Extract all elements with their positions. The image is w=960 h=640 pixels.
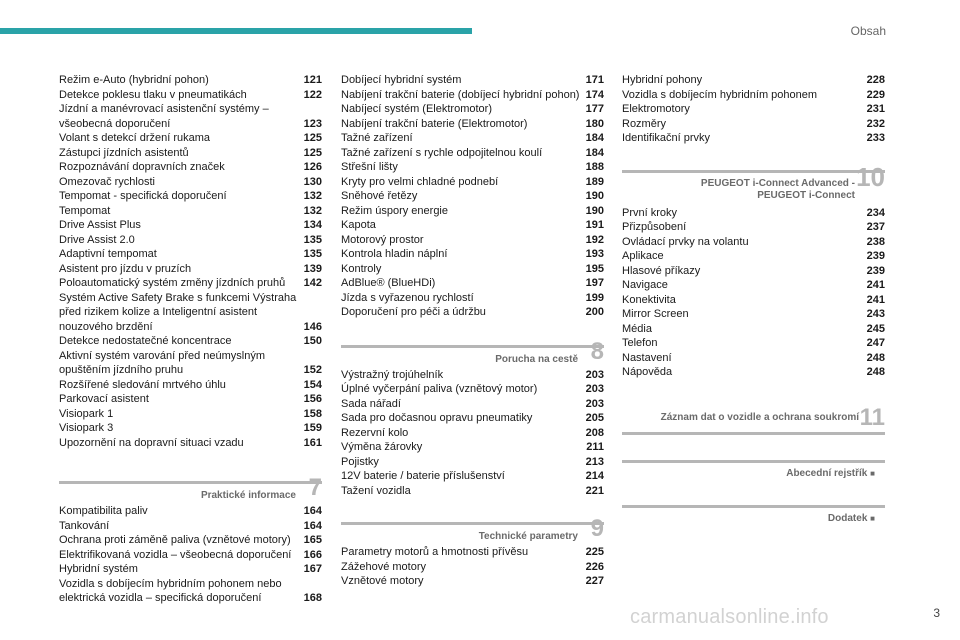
- toc-entry[interactable]: [622, 117, 885, 132]
- toc-entry-title: Visiopark 3: [59, 422, 114, 434]
- toc-entry-title: Nastavení: [622, 351, 672, 364]
- section-number: 7: [308, 474, 322, 501]
- toc-entry-page: 167: [303, 563, 322, 575]
- toc-entry-title: Systém Active Safety Brake s funkcemi Výstraha před rizikem kolize a Inteligentní asistent nouzového brzdění: [59, 291, 297, 333]
- toc-entry[interactable]: [341, 146, 604, 161]
- toc-entry-page: 168: [303, 592, 322, 604]
- toc-entry-title: Parkovací asistent: [59, 393, 149, 405]
- toc-list: [59, 504, 322, 606]
- toc-entry-page: 132: [303, 204, 322, 217]
- toc-entry-title: Elektrifikovaná vozidla – všeobecná doporučení: [59, 548, 292, 561]
- toc-entry-title: Ochrana proti záměně paliva (vznětové motory): [59, 534, 291, 546]
- toc-entry-title: Upozornění na dopravní situaci vzadu: [59, 436, 244, 449]
- toc-entry[interactable]: [59, 577, 322, 606]
- header-accent-bar: [0, 28, 472, 34]
- toc-entry[interactable]: [341, 204, 604, 219]
- page-number: 3: [933, 606, 940, 620]
- toc-entry[interactable]: [341, 382, 604, 397]
- section-heading-11[interactable]: [622, 403, 885, 431]
- toc-column-2: [341, 73, 604, 589]
- toc-list: [622, 206, 885, 380]
- toc-entry-page: 248: [866, 366, 885, 378]
- toc-entry-title: Rezervní kolo: [341, 426, 409, 439]
- toc-entry-title: Vozidla s dobíjecím hybridním pohonem nebo elektrická vozidla – specifická doporučení: [59, 577, 282, 604]
- toc-entry-title: Sněhové řetězy: [341, 190, 418, 202]
- toc-entry-page: 205: [585, 412, 604, 424]
- toc-entry-title: Rozpoznávání dopravních značek: [59, 161, 225, 173]
- toc-entry-title: Zážehové motory: [341, 560, 426, 573]
- toc-entry-page: 166: [303, 548, 322, 561]
- toc-entry[interactable]: [59, 519, 322, 534]
- section-heading-index[interactable]: [622, 460, 885, 480]
- toc-entry-title: Tažné zařízení: [341, 132, 413, 144]
- toc-entry-page: 234: [866, 206, 885, 219]
- toc-entry-title: Média: [622, 322, 652, 335]
- toc-entry[interactable]: [59, 276, 322, 291]
- toc-entry-title: Identifikační prvky: [622, 132, 711, 144]
- toc-entry-page: 184: [585, 132, 604, 144]
- toc-entry-title: Střešní lišty: [341, 161, 398, 173]
- toc-entry-title: Tempomat: [59, 204, 111, 217]
- section-title: Technické parametry: [478, 531, 578, 542]
- toc-entry-page: 142: [303, 277, 322, 289]
- toc-entry-page: 164: [303, 519, 322, 532]
- toc-entry[interactable]: [59, 247, 322, 262]
- toc-entry-page: 121: [303, 74, 322, 86]
- toc-entry[interactable]: [622, 249, 885, 264]
- toc-entry[interactable]: [59, 218, 322, 233]
- toc-entry[interactable]: [341, 411, 604, 426]
- toc-entry[interactable]: [341, 218, 604, 233]
- toc-entry[interactable]: [622, 235, 885, 250]
- toc-entry[interactable]: [622, 220, 885, 235]
- toc-entry-title: Kontroly: [341, 262, 382, 275]
- toc-entry-title: Telefon: [622, 337, 658, 349]
- toc-entry-title: Kapota: [341, 219, 376, 231]
- toc-entry-title: Rozšířené sledování mrtvého úhlu: [59, 378, 226, 391]
- toc-entry-title: Tempomat - specifická doporučení: [59, 190, 227, 202]
- toc-entry[interactable]: [622, 336, 885, 351]
- section-title: Záznam dat o vozidle a ochrana soukromí: [660, 411, 859, 423]
- toc-entry-page: 139: [303, 262, 322, 275]
- toc-entry-page: 193: [585, 248, 604, 260]
- toc-entry[interactable]: [59, 349, 322, 378]
- toc-list: [59, 73, 322, 450]
- toc-entry[interactable]: [622, 73, 885, 88]
- toc-entry-page: 125: [303, 132, 322, 144]
- toc-entry-title: Omezovač rychlosti: [59, 175, 155, 188]
- toc-entry[interactable]: [59, 291, 322, 335]
- watermark-text: carmanualsonline.info: [630, 606, 829, 628]
- toc-entry[interactable]: [622, 293, 885, 308]
- toc-entry[interactable]: [622, 351, 885, 366]
- toc-list: [341, 545, 604, 589]
- toc-entry-page: 214: [585, 470, 604, 482]
- toc-entry[interactable]: [341, 440, 604, 455]
- section-heading-8[interactable]: [341, 337, 604, 366]
- toc-entry[interactable]: [341, 175, 604, 190]
- toc-entry-page: 243: [866, 308, 885, 320]
- square-marker-icon: ■: [870, 468, 875, 478]
- toc-entry-title: Sada pro dočasnou opravu pneumatiky: [341, 412, 533, 424]
- toc-entry[interactable]: [59, 204, 322, 219]
- toc-entry[interactable]: [341, 469, 604, 484]
- toc-entry[interactable]: [59, 334, 322, 349]
- toc-entry[interactable]: [59, 233, 322, 248]
- toc-entry[interactable]: [59, 102, 322, 131]
- toc-entry[interactable]: [341, 160, 604, 175]
- toc-entry-title: Aplikace: [622, 250, 664, 262]
- toc-column-3: [622, 73, 885, 525]
- toc-entry-page: 197: [585, 277, 604, 289]
- appendix-title: Dodatek: [827, 512, 868, 524]
- toc-entry-page: 225: [585, 546, 604, 558]
- toc-entry-page: 199: [585, 291, 604, 304]
- toc-entry-page: 135: [303, 233, 322, 246]
- toc-entry-title: Detekce poklesu tlaku v pneumatikách: [59, 88, 247, 101]
- toc-entry-page: 150: [303, 335, 322, 347]
- section-heading-9[interactable]: [341, 515, 604, 543]
- toc-entry[interactable]: [341, 117, 604, 132]
- toc-entry[interactable]: [59, 392, 322, 407]
- toc-entry[interactable]: [341, 189, 604, 204]
- section-number: 8: [590, 337, 604, 365]
- section-number: 9: [590, 515, 604, 542]
- toc-entry-page: 231: [866, 103, 885, 115]
- toc-entry-page: 245: [866, 322, 885, 335]
- toc-entry-title: Parametry motorů a hmotnosti přívěsu: [341, 546, 529, 558]
- toc-entry-title: Motorový prostor: [341, 233, 424, 246]
- toc-entry-title: Kryty pro velmi chladné podnebí: [341, 175, 499, 188]
- toc-entry-title: Jízda s vyřazenou rychlostí: [341, 291, 474, 304]
- toc-entry-page: 221: [585, 484, 604, 497]
- toc-entry[interactable]: [341, 397, 604, 412]
- section-heading-10[interactable]: [622, 161, 885, 202]
- toc-entry-page: 195: [585, 262, 604, 275]
- toc-entry[interactable]: [341, 262, 604, 277]
- toc-entry-page: 239: [866, 264, 885, 277]
- toc-entry[interactable]: [622, 307, 885, 322]
- toc-entry-title: Drive Assist 2.0: [59, 233, 135, 246]
- toc-entry-page: 125: [303, 146, 322, 159]
- toc-entry-page: 134: [303, 219, 322, 231]
- toc-entry[interactable]: [341, 484, 604, 499]
- toc-entry-title: Detekce nedostatečné koncentrace: [59, 335, 232, 347]
- toc-entry-page: 161: [303, 436, 322, 449]
- toc-entry-title: Nápověda: [622, 366, 673, 378]
- toc-entry-title: Jízdní a manévrovací asistenční systémy – všeobecná doporučení: [59, 103, 269, 130]
- toc-entry-page: 241: [866, 293, 885, 306]
- toc-entry[interactable]: [59, 533, 322, 548]
- toc-entry-page: 126: [303, 161, 322, 173]
- toc-entry[interactable]: [341, 545, 604, 560]
- toc-entry-title: Tažení vozidla: [341, 484, 411, 497]
- section-title-line-1: PEUGEOT i-Connect Advanced -: [700, 177, 855, 189]
- toc-entry[interactable]: [341, 368, 604, 383]
- toc-entry-page: 241: [866, 279, 885, 291]
- toc-entry[interactable]: [341, 276, 604, 291]
- toc-entry-title: Vozidla s dobíjecím hybridním pohonem: [622, 88, 818, 101]
- toc-entry-page: 171: [585, 74, 604, 86]
- toc-entry-page: 146: [303, 320, 322, 333]
- toc-entry-page: 247: [866, 337, 885, 349]
- toc-entry-title: Výměna žárovky: [341, 441, 423, 453]
- section-number: 11: [859, 403, 885, 431]
- toc-entry[interactable]: [59, 131, 322, 146]
- toc-entry-title: Tankování: [59, 519, 110, 532]
- toc-entry-page: 190: [585, 204, 604, 217]
- toc-entry-page: 156: [303, 393, 322, 405]
- toc-entry[interactable]: [341, 455, 604, 470]
- toc-entry-page: 184: [585, 146, 604, 159]
- toc-entry[interactable]: [622, 278, 885, 293]
- toc-entry-title: Výstražný trojúhelník: [341, 368, 444, 381]
- toc-entry-page: 165: [303, 534, 322, 546]
- toc-entry-title: Dobíjecí hybridní systém: [341, 74, 462, 86]
- toc-entry[interactable]: [59, 407, 322, 422]
- toc-entry[interactable]: [341, 426, 604, 441]
- toc-entry-title: Navigace: [622, 279, 668, 291]
- toc-entry[interactable]: [59, 421, 322, 436]
- toc-entry-page: 232: [866, 117, 885, 130]
- toc-entry-title: Volant s detekcí držení rukama: [59, 132, 211, 144]
- toc-entry-title: Hybridní systém: [59, 563, 138, 575]
- section-heading-7[interactable]: [59, 474, 322, 502]
- toc-entry-page: 238: [866, 235, 885, 248]
- toc-entry-title: Kontrola hladin náplní: [341, 248, 448, 260]
- toc-entry-title: Přizpůsobení: [622, 221, 687, 233]
- toc-entry-page: 154: [303, 378, 322, 391]
- toc-entry[interactable]: [622, 322, 885, 337]
- toc-entry-page: 174: [585, 88, 604, 101]
- toc-entry[interactable]: [59, 73, 322, 88]
- toc-entry-title: Vznětové motory: [341, 575, 424, 587]
- section-divider: [622, 432, 885, 435]
- toc-entry-title: Hybridní pohony: [622, 74, 703, 86]
- toc-entry-page: 190: [585, 190, 604, 202]
- toc-entry-title: Konektivita: [622, 293, 676, 306]
- toc-entry-title: Elektromotory: [622, 103, 690, 115]
- toc-list: [341, 368, 604, 499]
- section-number: 10: [856, 161, 885, 192]
- toc-entry-page: 211: [586, 441, 604, 453]
- toc-entry-title: Režim e-Auto (hybridní pohon): [59, 74, 209, 86]
- section-title: Praktické informace: [200, 490, 296, 501]
- toc-entry-page: 159: [303, 422, 322, 434]
- toc-entry-page: 226: [585, 560, 604, 573]
- toc-entry[interactable]: [622, 206, 885, 221]
- toc-entry-title: Poloautomatický systém změny jízdních pruhů: [59, 277, 286, 289]
- toc-entry-page: 180: [585, 117, 604, 130]
- toc-entry-title: AdBlue® (BlueHDi): [341, 277, 436, 289]
- toc-entry-page: 208: [585, 426, 604, 439]
- toc-entry-page: 213: [585, 455, 604, 468]
- index-title: Abecední rejstřík: [786, 467, 868, 479]
- section-title: [622, 508, 885, 525]
- toc-entry-title: Nabíjení trakční baterie (Elektromotor): [341, 117, 528, 130]
- toc-entry-page: 239: [866, 250, 885, 262]
- toc-entry-title: Nabíjecí systém (Elektromotor): [341, 103, 492, 115]
- section-title: [622, 173, 885, 202]
- page-header-title: Obsah: [850, 24, 886, 38]
- toc-entry[interactable]: [59, 262, 322, 277]
- toc-entry-page: 123: [303, 117, 322, 130]
- toc-entry-page: 229: [866, 88, 885, 101]
- toc-entry-title: Úplné vyčerpání paliva (vznětový motor): [341, 383, 538, 395]
- toc-entry[interactable]: [59, 160, 322, 175]
- toc-entry[interactable]: [59, 146, 322, 161]
- toc-entry[interactable]: [341, 291, 604, 306]
- toc-entry-title: Hlasové příkazy: [622, 264, 701, 277]
- toc-entry-title: Tažné zařízení s rychle odpojitelnou koulí: [341, 146, 543, 159]
- toc-column-1: [59, 73, 322, 606]
- toc-entry-title: Režim úspory energie: [341, 204, 448, 217]
- toc-entry[interactable]: [622, 264, 885, 279]
- toc-entry[interactable]: [341, 102, 604, 117]
- toc-entry-title: Pojistky: [341, 455, 379, 468]
- toc-entry-page: 152: [303, 364, 322, 376]
- toc-entry-page: 228: [866, 74, 885, 86]
- toc-entry-title: Sada nářadí: [341, 397, 401, 410]
- toc-entry[interactable]: [341, 131, 604, 146]
- toc-entry-title: Ovládací prvky na volantu: [622, 235, 749, 248]
- toc-entry-page: 200: [585, 306, 604, 318]
- toc-entry-title: Nabíjení trakční baterie (dobíjecí hybridní pohon): [341, 88, 580, 101]
- toc-entry-title: První kroky: [622, 206, 678, 219]
- toc-entry-page: 237: [866, 221, 885, 233]
- toc-entry[interactable]: [341, 233, 604, 248]
- toc-entry-page: 158: [303, 407, 322, 420]
- toc-entry[interactable]: [341, 305, 604, 320]
- toc-entry-title: Doporučení pro péči a údržbu: [341, 306, 486, 318]
- toc-entry[interactable]: [59, 436, 322, 451]
- toc-entry-page: 135: [303, 248, 322, 260]
- toc-entry[interactable]: [341, 88, 604, 103]
- toc-entry-title: Kompatibilita paliv: [59, 505, 148, 517]
- toc-entry[interactable]: [59, 88, 322, 103]
- toc-entry[interactable]: [622, 88, 885, 103]
- toc-entry-title: Aktivní systém varování před neúmyslným opuštěním jízdního pruhu: [59, 349, 266, 376]
- toc-entry-page: 233: [866, 132, 885, 144]
- section-heading-appendix[interactable]: [622, 505, 885, 525]
- toc-entry[interactable]: [59, 189, 322, 204]
- toc-entry-page: 164: [303, 505, 322, 517]
- square-marker-icon: ■: [870, 513, 875, 523]
- toc-entry[interactable]: [341, 247, 604, 262]
- toc-entry-page: 203: [585, 368, 604, 381]
- toc-entry-page: 191: [585, 219, 604, 231]
- toc-entry-title: Zástupci jízdních asistentů: [59, 146, 189, 159]
- toc-entry-page: 189: [585, 175, 604, 188]
- toc-entry-page: 248: [866, 351, 885, 364]
- toc-entry-page: 177: [585, 103, 604, 115]
- toc-entry-page: 203: [585, 383, 604, 395]
- toc-entry-page: 122: [303, 88, 322, 101]
- toc-entry[interactable]: [59, 504, 322, 519]
- toc-entry[interactable]: [341, 560, 604, 575]
- toc-entry[interactable]: [622, 365, 885, 380]
- toc-entry-title: 12V baterie / baterie příslušenství: [341, 470, 505, 482]
- toc-list: [622, 73, 885, 146]
- toc-entry-page: 227: [585, 575, 604, 587]
- toc-entry-title: Visiopark 1: [59, 407, 114, 420]
- section-title: Porucha na cestě: [495, 353, 578, 365]
- toc-entry[interactable]: [59, 378, 322, 393]
- toc-entry-page: 188: [585, 161, 604, 173]
- section-title-line-2: PEUGEOT i-Connect: [757, 189, 855, 201]
- toc-entry[interactable]: [59, 562, 322, 577]
- toc-entry[interactable]: [59, 175, 322, 190]
- toc-entry-title: Mirror Screen: [622, 308, 689, 320]
- toc-entry[interactable]: [622, 102, 885, 117]
- toc-entry-page: 203: [585, 397, 604, 410]
- toc-entry-title: Adaptivní tempomat: [59, 248, 157, 260]
- toc-entry[interactable]: [59, 548, 322, 563]
- toc-entry-page: 130: [303, 175, 322, 188]
- toc-entry[interactable]: [622, 131, 885, 146]
- section-title: [622, 463, 885, 480]
- toc-entry-title: Asistent pro jízdu v pruzích: [59, 262, 192, 275]
- toc-list: [341, 73, 604, 320]
- toc-entry-page: 192: [585, 233, 604, 246]
- toc-entry-title: Rozměry: [622, 117, 667, 130]
- toc-entry-title: Drive Assist Plus: [59, 219, 141, 231]
- toc-entry[interactable]: [341, 73, 604, 88]
- toc-entry-page: 132: [303, 190, 322, 202]
- toc-entry[interactable]: [341, 574, 604, 589]
